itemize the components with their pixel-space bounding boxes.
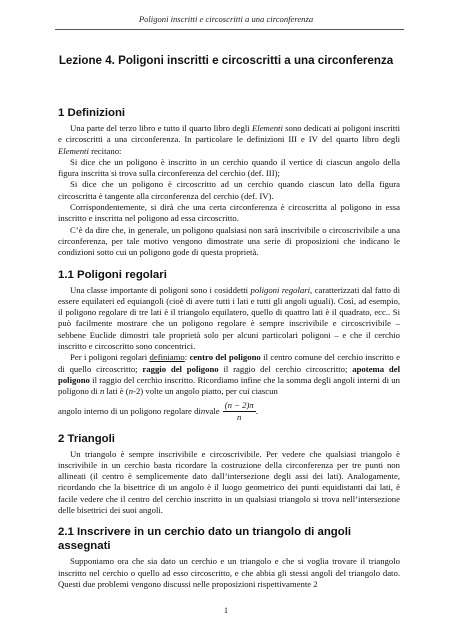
text-run: il centro comune del cerchio inscritto e di quello circoscritto; <box>58 352 401 374</box>
header-rule <box>55 29 404 30</box>
text-run: . <box>255 405 258 416</box>
math-variable: n <box>100 386 105 397</box>
text-run: Per i poligoni regolari <box>70 352 150 363</box>
paragraph: Corrispondentemente, si dirà che una certa circonferenza è circoscritta al poligono in essa inscritto e inscritta nel poligono ad essa circoscritto. <box>58 202 400 224</box>
text-run: , caratterizzati dal fatto di essere equilateri ed equiangoli (cioè di avere tutti i lati e tutti gli angoli uguali). Così, ad esempio, il poligono regolare di tre lati è il triangolo equilatero, quello di quattro lati è il quadrato, ecc.. Si può facilmente mostrare che un poligono regolare è sempre inscrivibile e circoscrivibile – sebbene Euclide dimostri tale proprietà solo per alcuni particolari poligoni – e che il cerchio inscritto e circoscritto sono concentrici. <box>58 284 400 352</box>
section-poligoni-regolari <box>58 268 400 423</box>
paragraph <box>58 285 400 353</box>
text-run: il raggio del cerchio circoscritto; <box>218 363 353 374</box>
text-run: il raggio del cerchio inscritto. Ricordiamo infine che la somma degli angoli interni di un poligono di <box>58 374 400 397</box>
paragraph <box>58 123 400 157</box>
section-heading: 2.1 Inscrivere in un cerchio dato un triangolo di angoli assegnati <box>58 526 352 553</box>
paragraph: C’è da dire che, in generale, un poligono qualsiasi non sarà inscrivibile o circoscrivibile a una circonferenza, per tale motivo vengono dimostrate una serie di proposizioni che indicano le condizioni sotto cui un poligono gode di questa proprietà. <box>58 224 400 258</box>
text-run: vale <box>205 405 220 416</box>
section-triangoli <box>58 432 400 517</box>
section-definizioni <box>58 106 400 259</box>
paragraph: Si dice che un poligono è circoscritto ad un cerchio quando ciascun lato della figura circoscritta è tangente alla circonferenza del cerchio (def. IV). <box>58 179 400 201</box>
text-run: Una classe importante di poligoni sono i cosiddetti <box>70 284 251 295</box>
text-run: Una parte del terzo libro e tutto il quarto libro degli <box>70 123 252 133</box>
italic-term: Elementi <box>58 145 89 156</box>
paragraph: Un triangolo è sempre inscrivibile e circoscrivibile. Per vedere che qualsiasi triangolo è inscrivibile in un cerchio basta ricordare la costruzione della circonferenza per tre punti non allineati (il centro è semplicemente dato dall’intersezione degli assi dei lati). Analogamente, ricordando che la bisettrice di un angolo è il luogo geometrico dei punti equidistanti dai lati, è facile vedere che il centro del cerchio inscritto in un qualsiasi triangolo si trova nell’intersezione delle bisettrici dei suoi angoli. <box>58 448 400 516</box>
lesson-title: Lezione 4. Poligoni inscritti e circoscritti a una circonferenza <box>58 54 394 67</box>
text-run: -2) volte un angolo piatto, per cui ciascun <box>133 386 278 397</box>
angle-formula <box>223 400 256 423</box>
formula-denominator: n <box>237 411 242 422</box>
section-heading: 1 Definizioni <box>58 107 126 119</box>
paragraph: Supponiamo ora che sia dato un cerchio e un triangolo e che si voglia trovare il triangolo inscritto nel cerchio o quello ad esso circoscritto, e che abbia gli stessi angoli del triangolo dato. Questi due problemi vengono discussi nelle proposizioni rispettivamente 2 <box>58 556 400 589</box>
text-run: sono dedicati ai poligoni inscritti e circoscritti a una circonferenza. In particolare le definizioni III e IV del quarto libro degli <box>58 123 400 145</box>
formula-numerator: (n − 2)π <box>224 399 254 410</box>
page-number: 1 <box>224 606 228 615</box>
text-run: angolo interno di un poligono regolare di <box>58 405 201 416</box>
bold-term: centro del poligono <box>189 352 261 363</box>
text-run: lati è ( <box>104 386 129 397</box>
text-run: : <box>184 352 190 363</box>
text-run: recitano: <box>88 145 122 156</box>
section-inscrivere-triangolo <box>58 525 400 590</box>
document-body <box>58 106 400 599</box>
bold-term: apotema del poligono <box>58 363 400 385</box>
paragraph <box>58 352 400 397</box>
paragraph: Si dice che un poligono è inscritto in un cerchio quando il vertice di ciascun angolo della figura inscritta si trova sulla circonferenza del cerchio (def. III); <box>58 156 400 179</box>
italic-term: poligoni regolari <box>250 284 311 295</box>
formula-line <box>58 400 400 423</box>
running-header: Poligoni inscritti e circoscritti a una circonferenza <box>138 14 314 24</box>
math-variable: n <box>128 386 134 397</box>
bold-term: raggio del poligono <box>142 363 219 374</box>
italic-term: Elementi <box>251 123 283 133</box>
section-heading: 1.1 Poligoni regolari <box>58 268 167 281</box>
underlined-term: definiamo <box>149 352 185 363</box>
section-heading: 2 Triangoli <box>58 432 115 445</box>
math-variable: n <box>200 405 206 416</box>
